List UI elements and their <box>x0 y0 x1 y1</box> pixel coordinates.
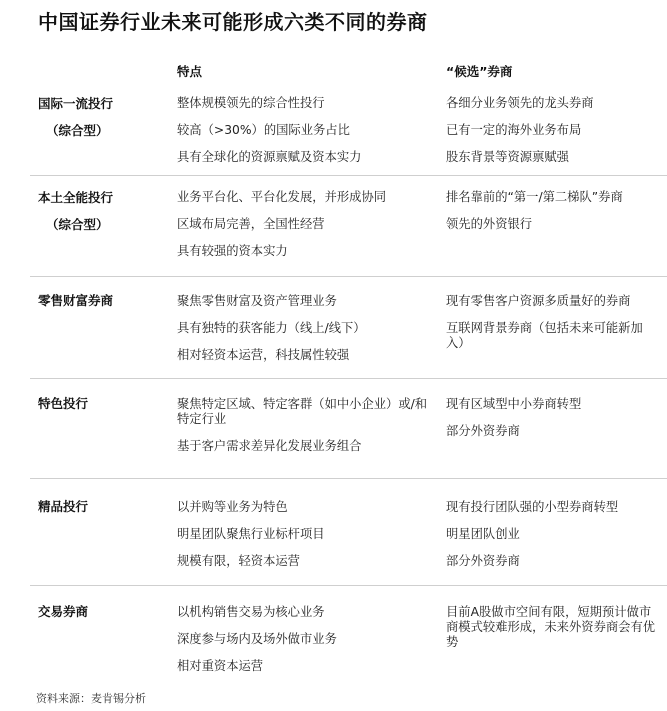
candidate-item: 股东背景等资源禀赋强 <box>446 150 569 164</box>
feature-item: 深度参与场内及场外做市业务 <box>177 632 337 646</box>
row-divider <box>30 175 667 176</box>
row-4-candidates <box>446 397 660 451</box>
row-label-text: 交易券商 <box>38 604 89 619</box>
candidate-item: 部分外资券商 <box>446 554 520 568</box>
row-label-5 <box>38 493 88 520</box>
row-label-6 <box>38 598 88 625</box>
feature-item: 具有独特的获客能力（线上/线下） <box>177 321 366 335</box>
feature-item: 以并购等业务为特色 <box>177 500 288 514</box>
row-label-text: 特色投行 <box>38 396 89 411</box>
feature-item: 规模有限，轻资本运营 <box>177 554 300 568</box>
row-5-candidates <box>446 500 660 581</box>
candidate-item: 领先的外资银行 <box>446 217 533 231</box>
feature-item: 整体规模领先的综合性投行 <box>177 96 325 110</box>
candidate-item: 现有零售客户资源多质量好的券商 <box>446 294 631 308</box>
row-1-candidates <box>446 96 660 177</box>
candidate-item: 现有区域型中小券商转型 <box>446 397 582 411</box>
candidate-item: 排名靠前的“第一/第二梯队”券商 <box>446 190 623 204</box>
row-label-text: 本土全能投行 <box>38 190 114 205</box>
feature-item: 相对轻资本运营，科技属性较强 <box>177 348 350 362</box>
row-label-text: 国际一流投行 <box>38 96 114 111</box>
row-5-features <box>177 500 429 581</box>
feature-item: 以机构销售交易为核心业务 <box>177 605 325 619</box>
feature-item: 相对重资本运营 <box>177 659 264 673</box>
row-1-features <box>177 96 429 177</box>
source-note: 资料来源：麦肯锡分析 <box>36 692 146 705</box>
row-4-features <box>177 397 429 466</box>
feature-item: 较高（>30%）的国际业务占比 <box>177 123 350 137</box>
candidate-item: 各细分业务领先的龙头券商 <box>446 96 594 110</box>
row-2-features <box>177 190 429 271</box>
row-label-2 <box>38 184 113 238</box>
feature-item: 明星团队聚焦行业标杆项目 <box>177 527 325 541</box>
candidate-item: 目前A股做市空间有限，短期预计做市商模式较难形成，未来外资券商会有优势 <box>446 605 656 649</box>
feature-item: 业务平台化、平台化发展，并形成协同 <box>177 190 387 204</box>
row-3-candidates <box>446 294 660 363</box>
row-2-candidates <box>446 190 660 244</box>
feature-item: 区域布局完善，全国性经营 <box>177 217 325 231</box>
row-sublabel: （综合型） <box>46 217 109 232</box>
row-6-candidates <box>446 605 660 662</box>
column-header-features: 特点 <box>177 64 203 79</box>
row-3-features <box>177 294 429 375</box>
column-header-candidates: “候选”券商 <box>446 64 513 79</box>
row-6-features <box>177 605 429 686</box>
row-label-text: 零售财富券商 <box>38 293 114 308</box>
row-divider <box>30 276 667 277</box>
feature-item: 聚焦零售财富及资产管理业务 <box>177 294 337 308</box>
row-label-4 <box>38 390 88 417</box>
page-title: 中国证券行业未来可能形成六类不同的券商 <box>38 10 428 34</box>
feature-item: 聚焦特定区域、特定客群（如中小企业）或/和特定行业 <box>177 397 428 426</box>
row-label-1 <box>38 90 113 144</box>
row-sublabel: （综合型） <box>46 123 109 138</box>
candidate-item: 互联网背景券商（包括未来可能新加入） <box>446 321 643 350</box>
candidate-item: 已有一定的海外业务布局 <box>446 123 582 137</box>
candidate-item: 现有投行团队强的小型券商转型 <box>446 500 619 514</box>
row-divider <box>30 478 667 479</box>
row-divider <box>30 378 667 379</box>
feature-item: 具有较强的资本实力 <box>177 244 288 258</box>
candidate-item: 明星团队创业 <box>446 527 520 541</box>
row-label-text: 精品投行 <box>38 499 89 514</box>
row-label-3 <box>38 287 113 314</box>
feature-item: 具有全球化的资源禀赋及资本实力 <box>177 150 362 164</box>
feature-item: 基于客户需求差异化发展业务组合 <box>177 439 362 453</box>
row-divider <box>30 585 667 586</box>
candidate-item: 部分外资券商 <box>446 424 520 438</box>
